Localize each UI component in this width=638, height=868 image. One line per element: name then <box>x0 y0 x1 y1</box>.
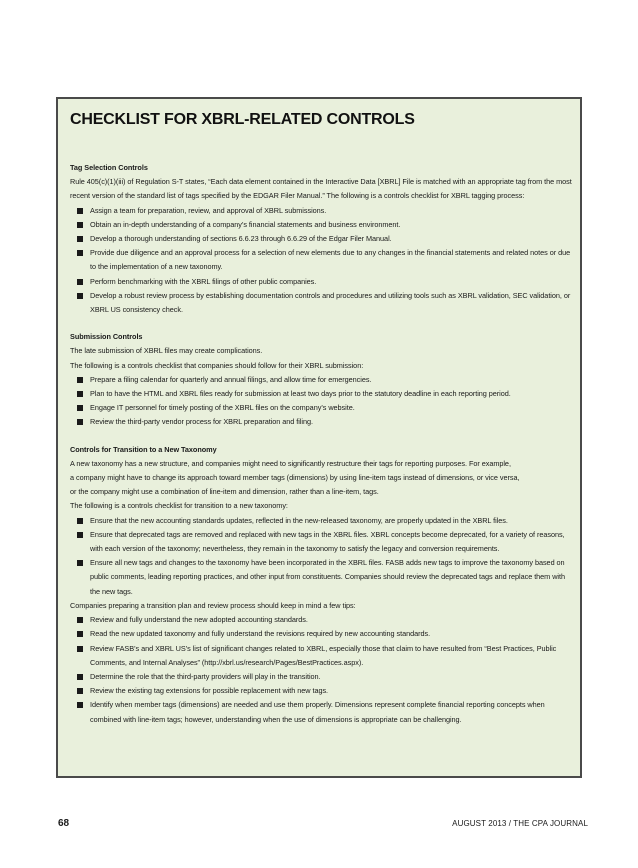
bullet-item <box>70 642 574 670</box>
checklist-title: CHECKLIST FOR XBRL-RELATED CONTROLS <box>70 111 415 128</box>
section-heading: Tag Selection Controls <box>70 163 148 172</box>
square-bullet-icon <box>77 560 83 566</box>
bullet-text: Ensure that the new accounting standards updates, reflected in the new-released taxonomy, are properly updated in the XBRL files. <box>90 515 508 525</box>
square-bullet-icon <box>77 674 83 680</box>
section-heading: Controls for Transition to a New Taxonomy <box>70 444 217 454</box>
bullet-item <box>70 204 574 218</box>
square-bullet-icon <box>77 293 83 299</box>
bullet-item <box>70 514 574 528</box>
bullet-text: Provide due diligence and an approval process for a selection of new elements due to any changes in the financial statements and related notes or due to the implementation of a new taxonomy. <box>90 248 571 272</box>
square-bullet-icon <box>77 631 83 637</box>
bullet-item <box>70 218 574 232</box>
page-number: 68 <box>58 818 70 829</box>
checklist-content <box>70 161 574 740</box>
bullet-text: Plan to have the HTML and XBRL files ready for submission at least two days prior to the statutory deadline in each reporting period. <box>90 389 511 399</box>
square-bullet-icon <box>77 419 83 425</box>
checklist-box <box>56 97 582 778</box>
checklist-section <box>70 161 574 317</box>
bullet-text: Ensure that deprecated tags are removed and replaced with new tags in the XBRL files. XBRL concepts become deprecated, for a variety of reasons, with each version of the taxonomy; nevertheless, they remain in the taxonomy to satisfy the legacy and conversion requirements. <box>90 529 565 554</box>
square-bullet-icon <box>77 208 83 214</box>
section-paragraph: Rule 405(c)(1)(iii) of Regulation S-T states, “Each data element contained in the Interactive Data [XBRL] File is matched with an appropriate tag from the most recent version of the standard list of tags specified by the EDGAR Filer Manual.” The following is a controls checklist for XBRL tagging process: <box>70 177 572 201</box>
square-bullet-icon <box>77 236 83 242</box>
bullet-item <box>70 275 574 289</box>
square-bullet-icon <box>77 279 83 285</box>
bullet-item <box>70 373 574 387</box>
bullet-text: Engage IT personnel for timely posting of the XBRL files on the company’s website. <box>90 403 355 413</box>
bullet-list <box>70 204 574 318</box>
bullet-text: Prepare a filing calendar for quarterly and annual filings, and allow time for emergencies. <box>90 374 372 384</box>
square-bullet-icon <box>77 222 83 228</box>
section-paragraph: a company might have to change its approach toward member tags (dimensions) by using line-item tags instead of dimensions, or vice versa, <box>70 473 520 483</box>
bullet-text: Review FASB’s and XBRL US’s list of significant changes related to XBRL, especially those that claim to have resulted from “Best Practices, Public Comments, and Internal Analyses” (http://xbrl.us/research/Pages/BestPractices.aspx). <box>90 643 557 667</box>
bullet-item <box>70 289 574 317</box>
bullet-item <box>70 670 574 684</box>
square-bullet-icon <box>77 617 83 623</box>
checklist-section <box>70 330 574 429</box>
bullet-item <box>70 528 574 556</box>
square-bullet-icon <box>77 250 83 256</box>
bullet-item <box>70 698 574 726</box>
square-bullet-icon <box>77 405 83 411</box>
bullet-text: Assign a team for preparation, review, and approval of XBRL submissions. <box>90 205 327 215</box>
bullet-item <box>70 415 574 429</box>
section-heading: Submission Controls <box>70 332 143 342</box>
square-bullet-icon <box>77 688 83 694</box>
bullet-text: Ensure all new tags and changes to the taxonomy have been incorporated in the XBRL files. FASB adds new tags to improve the taxonomy based on public comments, leading reporting practices, and other input from constituents. Companies should review the deprecated tags and replace them with the new tags. <box>90 558 565 596</box>
square-bullet-icon <box>77 518 83 524</box>
bullet-item <box>70 246 574 274</box>
section-paragraph: or the company might use a combination of line-item and dimension, rather than a line-item, tags. <box>70 487 379 497</box>
section-paragraph: Companies preparing a transition plan and review process should keep in mind a few tips: <box>70 600 356 610</box>
bullet-item <box>70 613 574 627</box>
square-bullet-icon <box>77 702 83 708</box>
checklist-section <box>70 443 574 727</box>
section-paragraph: A new taxonomy has a new structure, and companies might need to significantly restructure their tags for reporting purposes. For example, <box>70 458 511 468</box>
square-bullet-icon <box>77 532 83 538</box>
square-bullet-icon <box>77 377 83 383</box>
bullet-text: Review and fully understand the new adopted accounting standards. <box>90 615 308 625</box>
bullet-text: Develop a robust review process by establishing documentation controls and procedures and utilizing tools such as XBRL validation, SEC validation, or XBRL US consistency check. <box>90 290 571 315</box>
bullet-list <box>70 373 574 430</box>
bullet-item <box>70 387 574 401</box>
bullet-text: Review the third-party vendor process for XBRL preparation and filing. <box>90 417 313 427</box>
bullet-item <box>70 232 574 246</box>
bullet-list <box>70 514 574 599</box>
bullet-text: Read the new updated taxonomy and fully understand the revisions required by new accounting standards. <box>90 629 431 639</box>
section-paragraph: The following is a controls checklist for transition to a new taxonomy: <box>70 501 288 511</box>
bullet-text: Develop a thorough understanding of sections 6.6.23 through 6.6.29 of the Edgar Filer Manual. <box>90 234 392 244</box>
journal-issue: AUGUST 2013 / THE CPA JOURNAL <box>452 819 588 828</box>
bullet-item <box>70 401 574 415</box>
bullet-text: Obtain an in-depth understanding of a company’s financial statements and business environment. <box>90 219 401 229</box>
square-bullet-icon <box>77 391 83 397</box>
section-paragraph: The late submission of XBRL files may create complications. <box>70 346 263 356</box>
bullet-text: Identify when member tags (dimensions) are needed and use them properly. Dimensions represent complete financial reporting concepts when combined with line-item tags; however, understanding when the use of dimensions is appropriate can be challenging. <box>90 700 545 724</box>
bullet-text: Review the existing tag extensions for possible replacement with new tags. <box>90 686 329 696</box>
bullet-item <box>70 556 574 599</box>
bullet-item <box>70 627 574 641</box>
bullet-item <box>70 684 574 698</box>
bullet-list <box>70 613 574 727</box>
bullet-text: Perform benchmarking with the XBRL filings of other public companies. <box>90 276 317 286</box>
section-paragraph: The following is a controls checklist that companies should follow for their XBRL submission: <box>70 360 364 370</box>
square-bullet-icon <box>77 646 83 652</box>
bullet-text: Determine the role that the third-party providers will play in the transition. <box>90 671 321 681</box>
